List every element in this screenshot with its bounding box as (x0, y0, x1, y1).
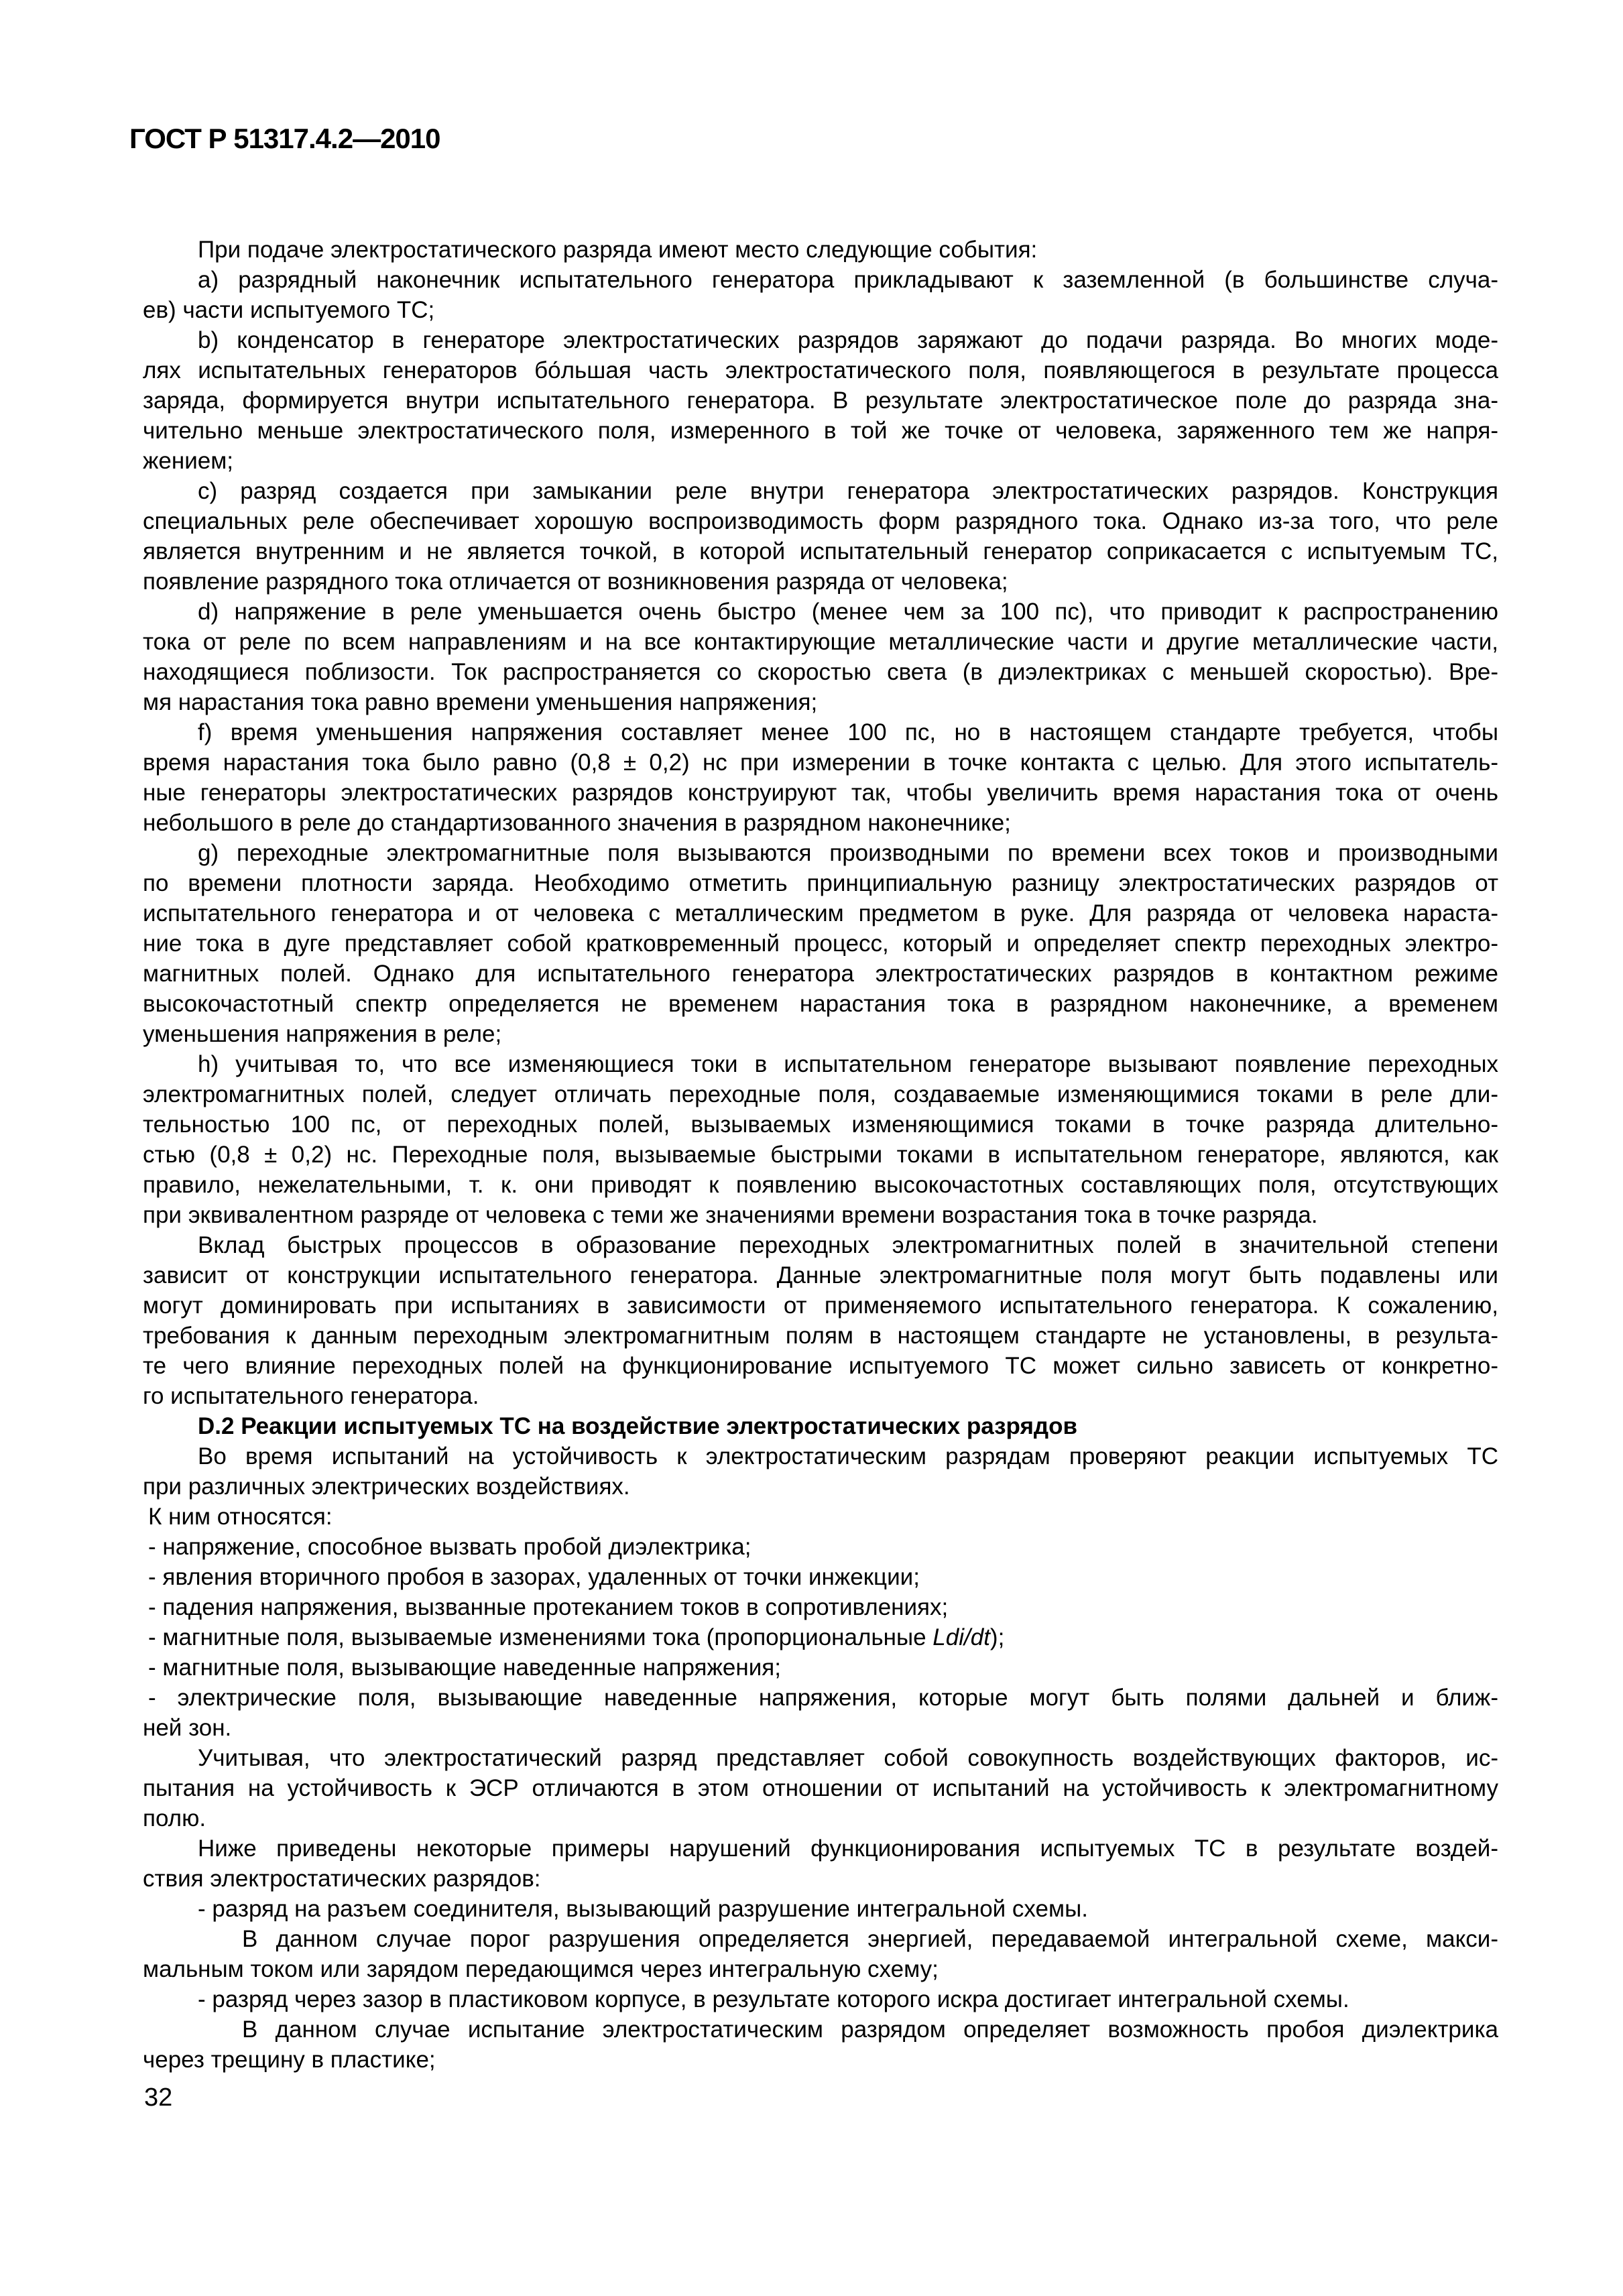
paragraph (143, 1230, 1498, 1411)
text-line: тельностью 100 пс, от переходных полей, вызываемых изменяющимися токами в точке разряда длительно- (143, 1111, 1498, 1138)
text-line: чительно меньше электростатического поля, измеренного в той же точке от человека, заряженного тем же напря- (143, 418, 1498, 444)
text-line: - явления вторичного пробоя в зазорах, удаленных от точки инжекции; (148, 1564, 920, 1590)
text-line: го испытательного генератора. (143, 1383, 479, 1409)
text-line (143, 1622, 1498, 1652)
text-line: Ниже приведены некоторые примеры нарушений функционирования испытуемых ТС в результате воздей- (198, 1835, 1498, 1862)
text-line: жением; (143, 448, 234, 474)
paragraph (143, 1592, 1498, 1622)
formula-italic: Ldi/dt (933, 1624, 990, 1650)
paragraph (143, 265, 1498, 325)
text-line: находящиеся поблизости. Ток распространяется со скоростью света (в диэлектриках с меньшей скоростью). Вре- (143, 659, 1498, 685)
page-number: 32 (144, 2083, 173, 2112)
document-body (143, 235, 1498, 2075)
text-line: g) переходные электромагнитные поля вызываются производными по времени всех токов и производными (198, 840, 1498, 866)
text-line: d) напряжение в реле уменьшается очень быстро (менее чем за 100 пс), что приводит к распространению (198, 599, 1498, 625)
text-line: высокочастотный спектр определяется не временем нарастания тока в разрядном наконечнике, а временем (143, 991, 1498, 1017)
paragraph (143, 1683, 1498, 1743)
text-line: ные генераторы электростатических разрядов конструируют так, чтобы увеличить время нарастания тока от очень (143, 780, 1498, 806)
paragraph (143, 325, 1498, 476)
text-line: мальным током или зарядом передающимся через интегральную схему; (143, 1956, 939, 1982)
text-line: пытания на устойчивость к ЭСР отличаются в этом отношении от испытаний на устойчивость к электромагнитному (143, 1775, 1498, 1801)
paragraph (143, 717, 1498, 838)
paragraph (143, 1894, 1498, 1924)
text-line: ней зон. (143, 1715, 232, 1741)
text-line: c) разряд создается при замыкании реле внутри генератора электростатических разрядов. Конструкция (198, 478, 1498, 504)
text-line: испытательного генератора и от человека с металлическим предметом в руке. Для разряда от человека нараста- (143, 900, 1498, 926)
text-line: мя нарастания тока равно времени уменьшения напряжения; (143, 689, 818, 715)
paragraph (143, 1924, 1498, 1984)
text-line: полю. (143, 1805, 206, 1831)
text-line: - разряд на разъем соединителя, вызывающий разрушение интегральной схемы. (198, 1896, 1088, 1922)
text-line: появление разрядного тока отличается от возникновения разряда от человека; (143, 568, 1008, 595)
text-line: К ним относятся: (148, 1504, 333, 1530)
text-line: зависит от конструкции испытательного генератора. Данные электромагнитные поля могут быть подавлены или (143, 1262, 1498, 1288)
paragraph (143, 1502, 1498, 1532)
paragraph (143, 597, 1498, 717)
paragraph (143, 1833, 1498, 1894)
text-line: через трещину в пластике; (143, 2047, 436, 2073)
paragraph (143, 1622, 1498, 1652)
text-line: лях испытательных генераторов бо́льшая часть электростатического поля, появляющегося в результате процесса (143, 357, 1498, 383)
text-line: D.2 Реакции испытуемых ТС на воздействие электростатических разрядов (198, 1413, 1078, 1439)
paragraph (143, 1562, 1498, 1592)
text-line: В данном случае испытание электростатическим разрядом определяет возможность пробоя диэлектрика (242, 2016, 1498, 2043)
text-line: по времени плотности заряда. Необходимо отметить принципиальную разницу электростатических разрядов от (143, 870, 1498, 896)
text-line: могут доминировать при испытаниях в зависимости от применяемого испытательного генератора. К сожалению, (143, 1292, 1498, 1319)
text-line: Вклад быстрых процессов в образование переходных электромагнитных полей в значительной степени (198, 1232, 1498, 1258)
text-line: ние тока в дуге представляет собой кратковременный процесс, который и определяет спектр переходных электро- (143, 930, 1498, 957)
text-line: - напряжение, способное вызвать пробой диэлектрика; (148, 1534, 752, 1560)
text-line: Учитывая, что электростатический разряд представляет собой совокупность воздействующих факторов, ис- (198, 1745, 1498, 1771)
text-segment: - магнитные поля, вызываемые изменениями тока (пропорциональные (148, 1624, 933, 1650)
paragraph (143, 1049, 1498, 1230)
text-line: электромагнитных полей, следует отличать переходные поля, создаваемые изменяющимися токами в реле дли- (143, 1081, 1498, 1107)
text-line: ев) части испытуемого ТС; (143, 297, 435, 323)
paragraph (143, 838, 1498, 1049)
text-line: правило, нежелательными, т. к. они приводят к появлению высокочастотных составляющих поля, отсутствующих (143, 1172, 1498, 1198)
text-line: стью (0,8 ± 0,2) нс. Переходные поля, вызываемые быстрыми токами в испытательном генераторе, являются, как (143, 1142, 1498, 1168)
paragraph (143, 476, 1498, 597)
text-line: при различных электрических воздействиях. (143, 1473, 630, 1500)
text-line: является внутренним и не является точкой, в которой испытательный генератор соприкасается с испытуемым ТС, (143, 538, 1498, 564)
paragraph (143, 1441, 1498, 1502)
text-line: магнитных полей. Однако для испытательного генератора электростатических разрядов в контактном режиме (143, 961, 1498, 987)
paragraph (143, 1652, 1498, 1683)
text-line: h) учитывая то, что все изменяющиеся токи в испытательном генераторе вызывают появление переходных (198, 1051, 1498, 1077)
text-line: специальных реле обеспечивает хорошую воспроизводимость форм разрядного тока. Однако из-за того, что реле (143, 508, 1498, 534)
paragraph (143, 1984, 1498, 2014)
text-line: В данном случае порог разрушения определяется энергией, передаваемой интегральной схеме, макси- (242, 1926, 1498, 1952)
text-line: требования к данным переходным электромагнитным полям в настоящем стандарте не установлены, в результа- (143, 1323, 1498, 1349)
text-line: - падения напряжения, вызванные протеканием токов в сопротивлениях; (148, 1594, 949, 1620)
paragraph (143, 1743, 1498, 1833)
text-line: небольшого в реле до стандартизованного значения в разрядном наконечнике; (143, 810, 1011, 836)
section-heading (143, 1411, 1498, 1441)
text-line: Во время испытаний на устойчивость к электростатическим разрядам проверяют реакции испытуемых ТС (198, 1443, 1498, 1469)
text-line: ствия электростатических разрядов: (143, 1866, 541, 1892)
paragraph (143, 235, 1498, 265)
text-line: при эквивалентном разряде от человека с теми же значениями времени возрастания тока в точке разряда. (143, 1202, 1318, 1228)
text-line: b) конденсатор в генераторе электростатических разрядов заряжают до подачи разряда. Во многих моде- (198, 327, 1498, 353)
text-line: - магнитные поля, вызывающие наведенные напряжения; (148, 1654, 781, 1681)
text-line: заряда, формируется внутри испытательного генератора. В результате электростатическое поле до разряда зна- (143, 387, 1498, 414)
text-line: f) время уменьшения напряжения составляет менее 100 пс, но в настоящем стандарте требуется, чтобы (198, 719, 1498, 745)
text-line: - электрические поля, вызывающие наведенные напряжения, которые могут быть полями дальней и ближ- (148, 1685, 1498, 1711)
text-line: уменьшения напряжения в реле; (143, 1021, 502, 1047)
text-line: те чего влияние переходных полей на функционирование испытуемого ТС может сильно зависеть от конкретно- (143, 1353, 1498, 1379)
paragraph (143, 2014, 1498, 2075)
text-line: При подаче электростатического разряда имеют место следующие события: (198, 237, 1038, 263)
text-line: - разряд через зазор в пластиковом корпусе, в результате которого искра достигает интегральной схемы. (198, 1986, 1349, 2012)
paragraph (143, 1532, 1498, 1562)
running-header: ГОСТ Р 51317.4.2—2010 (129, 123, 440, 154)
text-line: a) разрядный наконечник испытательного генератора прикладывают к заземленной (в большинстве случа- (198, 267, 1498, 293)
text-line: тока от реле по всем направлениям и на все контактирующие металлические части и другие металлические части, (143, 629, 1498, 655)
text-line: время нарастания тока было равно (0,8 ± 0,2) нс при измерении в точке контакта с целью. Для этого испытатель- (143, 749, 1498, 776)
text-segment: ); (989, 1624, 1005, 1650)
